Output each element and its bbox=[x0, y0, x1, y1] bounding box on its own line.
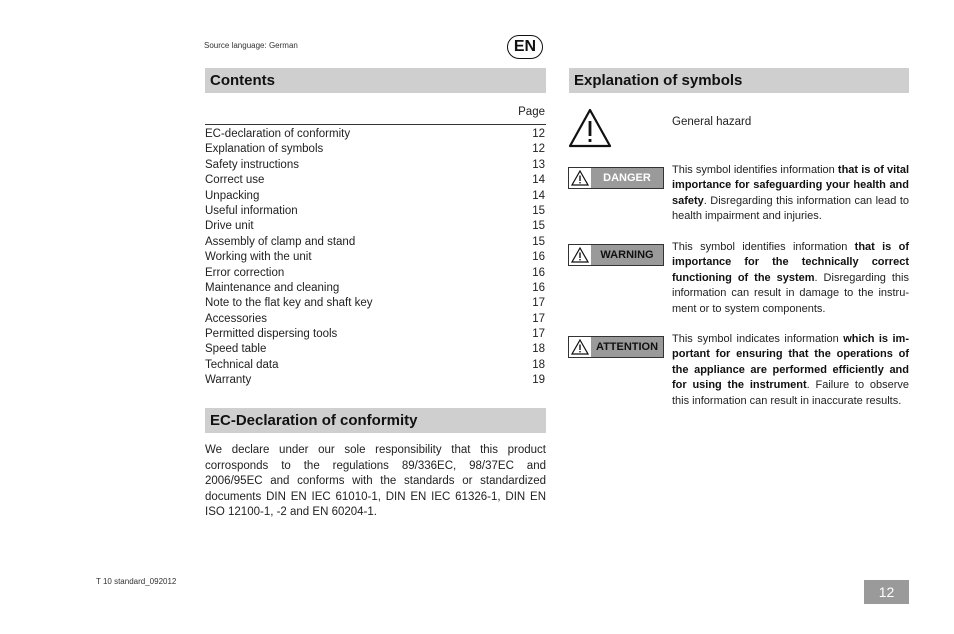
toc-entry bbox=[205, 296, 545, 311]
general-hazard-label: General hazard bbox=[672, 116, 752, 128]
toc-entry-label: Assembly of clamp and stand bbox=[205, 235, 356, 248]
toc-entry bbox=[205, 342, 545, 357]
toc-entry bbox=[205, 235, 545, 250]
toc-entry-page: 13 bbox=[532, 158, 545, 171]
toc-entry-label: Explanation of symbols bbox=[205, 143, 324, 156]
danger-description: This symbol identifies information that is of vital importance for safeguarding your health and safety. Disregarding this information can lead to health impairment and injuries. bbox=[672, 164, 909, 223]
toc-entry-label: Note to the flat key and shaft key bbox=[205, 297, 373, 310]
toc-entry-page: 14 bbox=[532, 189, 545, 202]
toc-entry-page: 17 bbox=[532, 297, 545, 310]
toc-entry bbox=[205, 142, 545, 157]
toc-entry-label: Maintenance and cleaning bbox=[205, 281, 340, 294]
warning-triangle-icon bbox=[569, 168, 591, 188]
toc-entry-label: Warranty bbox=[205, 374, 252, 387]
toc-entry bbox=[205, 158, 545, 173]
contents-heading: Contents bbox=[205, 68, 546, 93]
toc-entry-label: Error correction bbox=[205, 266, 285, 279]
warning-triangle-icon bbox=[569, 245, 591, 265]
toc-entry-label: Speed table bbox=[205, 343, 267, 356]
toc-entry-label: Unpacking bbox=[205, 189, 260, 202]
source-language-note: Source language: German bbox=[204, 41, 298, 50]
attention-label-text: ATTENTION bbox=[591, 337, 663, 357]
toc-entry bbox=[205, 266, 545, 281]
toc-entry bbox=[205, 373, 545, 388]
toc-list bbox=[205, 127, 545, 389]
toc-entry-page: 18 bbox=[532, 358, 545, 371]
ec-declaration-text: We declare under our sole responsibility that this product corrosponds to the regulations 89/336EC, 98/37EC and 2006/95EC and conforms with the standards or standardized documents DIN EN IEC 61010-1, DIN EN IEC 61326-1, DIN EN ISO 12100-1, -2 and EN 60204-1. bbox=[205, 444, 546, 519]
page-number: 12 bbox=[864, 580, 909, 604]
toc-entry-label: Useful information bbox=[205, 204, 298, 217]
warning-triangle-icon bbox=[569, 337, 591, 357]
toc-entry bbox=[205, 250, 545, 265]
attention-description: This symbol indicates information which is im-portant for ensuring that the operations of the appliance are performed efficiently and for using the instrument. Failure to observe this information can result in inaccurate results. bbox=[672, 333, 909, 407]
toc-entry-page: 18 bbox=[532, 343, 545, 356]
symbols-heading: Explanation of symbols bbox=[569, 68, 909, 93]
toc-entry-page: 16 bbox=[532, 251, 545, 264]
toc-entry-page: 15 bbox=[532, 204, 545, 217]
toc-entry-page: 16 bbox=[532, 281, 545, 294]
toc-entry-page: 17 bbox=[532, 312, 545, 325]
warning-label-text: WARNING bbox=[591, 245, 663, 265]
toc-entry bbox=[205, 127, 545, 142]
toc-entry-label: Accessories bbox=[205, 312, 267, 325]
warning-symbol bbox=[568, 244, 664, 266]
toc-entry-page: 15 bbox=[532, 220, 545, 233]
toc-entry-label: Safety instructions bbox=[205, 158, 299, 171]
toc-entry bbox=[205, 281, 545, 296]
toc-entry bbox=[205, 327, 545, 342]
toc-entry bbox=[205, 358, 545, 373]
toc-entry-page: 12 bbox=[532, 143, 545, 156]
toc-entry-page: 16 bbox=[532, 266, 545, 279]
toc-entry-label: Drive unit bbox=[205, 220, 254, 233]
warning-description: This symbol identifies information that is of importance for the technically correct functioning of the system. Disregarding this information can result in damage to the instru-ment or to system components. bbox=[672, 241, 909, 315]
toc-entry-page: 19 bbox=[532, 374, 545, 387]
document-code: T 10 standard_092012 bbox=[96, 577, 177, 586]
toc-entry-label: Correct use bbox=[205, 174, 265, 187]
toc-entry-label: EC-declaration of conformity bbox=[205, 128, 351, 140]
toc-entry-page: 14 bbox=[532, 174, 545, 187]
toc-entry-page: 12 bbox=[532, 128, 545, 140]
toc-entry bbox=[205, 173, 545, 188]
page-column-label: Page bbox=[518, 106, 545, 118]
toc-entry-label: Working with the unit bbox=[205, 251, 312, 264]
toc-entry-label: Technical data bbox=[205, 358, 279, 371]
toc-entry bbox=[205, 312, 545, 327]
ec-declaration-heading: EC-Declaration of conformity bbox=[205, 408, 546, 433]
language-badge: EN bbox=[507, 35, 543, 59]
toc-entry bbox=[205, 219, 545, 234]
toc-entry-page: 15 bbox=[532, 235, 545, 248]
toc-entry bbox=[205, 189, 545, 204]
danger-symbol bbox=[568, 167, 664, 189]
danger-label-text: DANGER bbox=[591, 168, 663, 188]
toc-entry-label: Permitted dispersing tools bbox=[205, 328, 338, 341]
toc-entry bbox=[205, 204, 545, 219]
toc-entry-page: 17 bbox=[532, 328, 545, 341]
attention-symbol bbox=[568, 336, 664, 358]
general-hazard-icon bbox=[568, 108, 612, 148]
toc-divider bbox=[205, 124, 546, 125]
